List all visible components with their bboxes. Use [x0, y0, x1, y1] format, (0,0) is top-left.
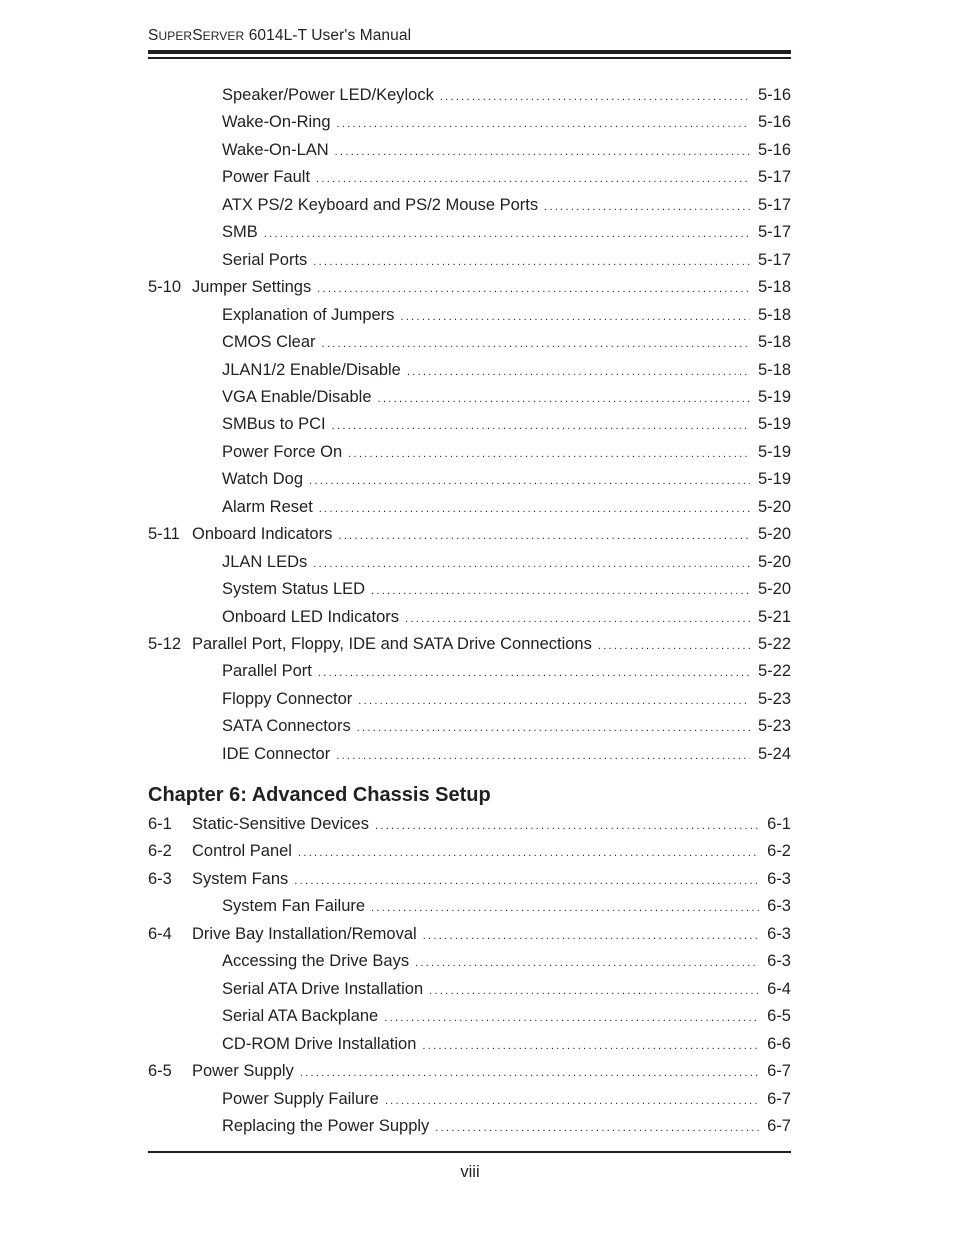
toc-entry-number: 6-4	[148, 924, 172, 943]
toc-entry-title: ATX PS/2 Keyboard and PS/2 Mouse Ports	[222, 195, 539, 214]
toc-entry	[148, 304, 791, 326]
toc-entry-page: 5-17	[757, 223, 791, 242]
footer-rule	[148, 1151, 791, 1153]
toc-entry	[148, 633, 791, 655]
toc-entry	[148, 1060, 791, 1082]
toc-entry	[148, 1033, 791, 1055]
toc-entry-title: Floppy Connector	[222, 689, 353, 708]
toc-entry	[148, 139, 791, 161]
toc-entry-title: Parallel Port	[222, 662, 312, 681]
toc-dot-leader	[405, 608, 750, 630]
toc-dot-leader	[313, 553, 750, 575]
toc-entry-title: Accessing the Drive Bays	[222, 952, 410, 971]
toc-entry-page: 6-3	[767, 897, 791, 916]
toc-entry	[148, 1115, 791, 1137]
toc-entry-title: IDE Connector	[222, 744, 331, 763]
toc-entry	[148, 895, 791, 917]
toc-entry-title: Drive Bay Installation/Removal	[192, 924, 417, 943]
toc-entry	[148, 978, 791, 1000]
toc-entry-title: CD-ROM Drive Installation	[222, 1034, 417, 1053]
toc-dot-leader	[400, 306, 750, 328]
header-uper: UPER	[158, 29, 193, 43]
toc-entry-title: System Status LED	[222, 580, 366, 599]
toc-entry-page: 5-17	[757, 195, 791, 214]
toc-entry-page: 6-1	[767, 815, 791, 833]
toc-entry	[148, 194, 791, 216]
toc-entry-page: 5-16	[757, 86, 791, 104]
toc-entry	[148, 923, 791, 945]
toc-entry	[148, 221, 791, 243]
toc-dot-leader	[371, 580, 750, 602]
toc-entry-page: 5-19	[757, 470, 791, 489]
toc-entry-title: Static-Sensitive Devices	[192, 815, 369, 833]
toc-entry-page: 5-24	[757, 744, 791, 763]
toc-entry-page: 5-23	[757, 689, 791, 708]
toc-entry-page: 5-21	[757, 607, 791, 626]
toc-entry	[148, 813, 791, 835]
toc-entry-page: 6-7	[767, 1062, 791, 1081]
toc-entry-page: 6-3	[767, 952, 791, 971]
toc-entry-page: 6-7	[767, 1116, 791, 1135]
toc-entry-number: 5-11	[148, 525, 180, 544]
toc-entry	[148, 468, 791, 490]
toc-entry-title: Replacing the Power Supply	[222, 1116, 430, 1135]
toc-entry-page: 6-4	[767, 979, 791, 998]
toc-dot-leader	[440, 86, 750, 108]
toc-entry-page: 5-17	[757, 250, 791, 269]
toc-entry-page: 5-19	[757, 387, 791, 406]
toc-entry-page: 5-18	[757, 333, 791, 352]
header-s2: S	[192, 27, 203, 44]
toc-dot-leader	[375, 815, 759, 837]
toc-entry-title: CMOS Clear	[222, 333, 316, 352]
toc-entry-page: 5-19	[757, 415, 791, 434]
header-rest: 6014L-T User's Manual	[244, 27, 412, 44]
header-rule-thick	[148, 50, 791, 54]
toc-dot-leader	[309, 470, 750, 492]
toc-dot-leader	[338, 525, 750, 547]
toc-dot-leader	[435, 1117, 759, 1139]
toc-entry-page: 6-6	[767, 1034, 791, 1053]
toc-dot-leader	[348, 443, 750, 465]
toc-entry-page: 6-2	[767, 842, 791, 861]
toc-dot-leader	[358, 690, 750, 712]
toc-entry-title: Serial ATA Drive Installation	[222, 979, 424, 998]
toc-dot-leader	[313, 251, 750, 273]
toc-dot-leader	[598, 635, 750, 657]
toc-entry-page: 5-18	[757, 360, 791, 379]
toc-entry	[148, 441, 791, 463]
toc-dot-leader	[335, 141, 750, 163]
toc-entry-page: 5-20	[757, 552, 791, 571]
toc-entry-title: Speaker/Power LED/Keylock	[222, 86, 434, 104]
toc-entry-page: 6-3	[767, 869, 791, 888]
header-s1: S	[148, 27, 159, 44]
toc-entry	[148, 249, 791, 271]
toc-dot-leader	[385, 1090, 759, 1112]
toc-entry-title: SMBus to PCI	[222, 415, 326, 434]
toc-entry-page: 6-3	[767, 924, 791, 943]
toc-entry-page: 5-17	[757, 168, 791, 187]
toc-entry	[148, 276, 791, 298]
toc-entry-page: 5-23	[757, 717, 791, 736]
toc-entry-title: Power Fault	[222, 168, 311, 187]
toc-entry	[148, 606, 791, 628]
header-erver: ERVER	[202, 29, 245, 43]
toc-entry	[148, 551, 791, 573]
toc-entry	[148, 523, 791, 545]
header-rule-thin	[148, 57, 791, 59]
toc-entry	[148, 331, 791, 353]
toc-entry-title: Power Force On	[222, 442, 343, 461]
toc-entry	[148, 359, 791, 381]
toc-entry	[148, 84, 791, 106]
toc-entry-title: Wake-On-Ring	[222, 113, 331, 132]
toc-dot-leader	[378, 388, 750, 410]
toc-dot-leader	[322, 333, 750, 355]
toc-dot-leader	[336, 745, 750, 767]
toc-dot-leader	[371, 897, 759, 919]
toc-entry-page: 5-20	[757, 580, 791, 599]
toc-entry-number: 5-12	[148, 635, 182, 653]
toc-entry-page: 5-18	[757, 278, 791, 297]
toc-entry-title: JLAN LEDs	[222, 552, 308, 571]
running-header	[148, 27, 411, 45]
toc-dot-leader	[264, 223, 750, 245]
toc-entry-page: 5-19	[757, 442, 791, 461]
toc-entry-title: Alarm Reset	[222, 497, 313, 516]
toc-entry	[148, 1005, 791, 1027]
toc-entry-page: 5-22	[757, 662, 791, 681]
toc-entry	[148, 386, 791, 408]
toc-entry	[148, 496, 791, 518]
toc-entry-title: Control Panel	[192, 842, 292, 861]
toc-dot-leader	[317, 278, 750, 300]
toc-entry	[148, 868, 791, 890]
toc-entry	[148, 111, 791, 133]
toc-entry	[148, 166, 791, 188]
toc-entry-title: Onboard Indicators	[192, 525, 333, 544]
toc-entry	[148, 1088, 791, 1110]
toc-dot-leader	[544, 196, 750, 218]
toc-entry-number: 6-1	[148, 815, 172, 833]
toc-entry-page: 6-5	[767, 1007, 791, 1026]
toc-entry-title: Parallel Port, Floppy, IDE and SATA Drive Connections	[192, 635, 592, 653]
toc-entry-page: 5-16	[757, 113, 791, 132]
toc-entry-page: 5-20	[757, 497, 791, 516]
toc-entry-title: Onboard LED Indicators	[222, 607, 400, 626]
toc-entry	[148, 715, 791, 737]
toc-dot-leader	[422, 1035, 759, 1057]
toc-entry-title: Serial Ports	[222, 250, 308, 269]
toc-entry-number: 5-10	[148, 278, 182, 297]
toc-dot-leader	[429, 980, 759, 1002]
toc-entry-title: Explanation of Jumpers	[222, 305, 395, 324]
toc-dot-leader	[357, 717, 750, 739]
toc-dot-leader	[300, 1062, 759, 1084]
toc-entry-title: VGA Enable/Disable	[222, 387, 372, 406]
toc-dot-leader	[298, 842, 759, 864]
toc-dot-leader	[332, 415, 750, 437]
toc-dot-leader	[337, 113, 750, 135]
toc-entry-title: System Fans	[192, 869, 289, 888]
toc-entry-title: SMB	[222, 223, 258, 242]
toc-entry-title: Jumper Settings	[192, 278, 312, 297]
page-number: viii	[460, 1163, 480, 1181]
toc-dot-leader	[384, 1007, 759, 1029]
toc-entry-title: Wake-On-LAN	[222, 140, 329, 159]
toc-entry	[148, 413, 791, 435]
toc-entry	[148, 660, 791, 682]
toc-entry-title: Power Supply	[192, 1062, 294, 1081]
toc-entry-title: Watch Dog	[222, 470, 304, 489]
toc-entry-number: 6-2	[148, 842, 172, 861]
toc-dot-leader	[423, 925, 759, 947]
toc-entry-page: 5-20	[757, 525, 791, 544]
toc-entry	[148, 578, 791, 600]
toc-entry-title: System Fan Failure	[222, 897, 366, 916]
toc-dot-leader	[407, 361, 750, 383]
toc-entry-title: SATA Connectors	[222, 717, 351, 736]
toc-entry-page: 5-22	[757, 635, 791, 653]
toc-entry	[148, 950, 791, 972]
toc-dot-leader	[415, 952, 759, 974]
toc-entry-page: 5-16	[757, 140, 791, 159]
toc-entry-number: 6-5	[148, 1062, 172, 1081]
chapter-heading: Chapter 6: Advanced Chassis Setup	[148, 784, 491, 806]
toc-entry	[148, 688, 791, 710]
toc-entry-page: 5-18	[757, 305, 791, 324]
toc-dot-leader	[318, 662, 750, 684]
toc-dot-leader	[319, 498, 750, 520]
toc-entry	[148, 743, 791, 765]
toc-entry-number: 6-3	[148, 869, 172, 888]
toc-entry	[148, 840, 791, 862]
toc-entry-title: JLAN1/2 Enable/Disable	[222, 360, 401, 379]
toc-entry-page: 6-7	[767, 1089, 791, 1108]
toc-dot-leader	[294, 870, 759, 892]
toc-entry-title: Power Supply Failure	[222, 1089, 379, 1108]
toc-entry-title: Serial ATA Backplane	[222, 1007, 379, 1026]
toc-dot-leader	[316, 168, 750, 190]
